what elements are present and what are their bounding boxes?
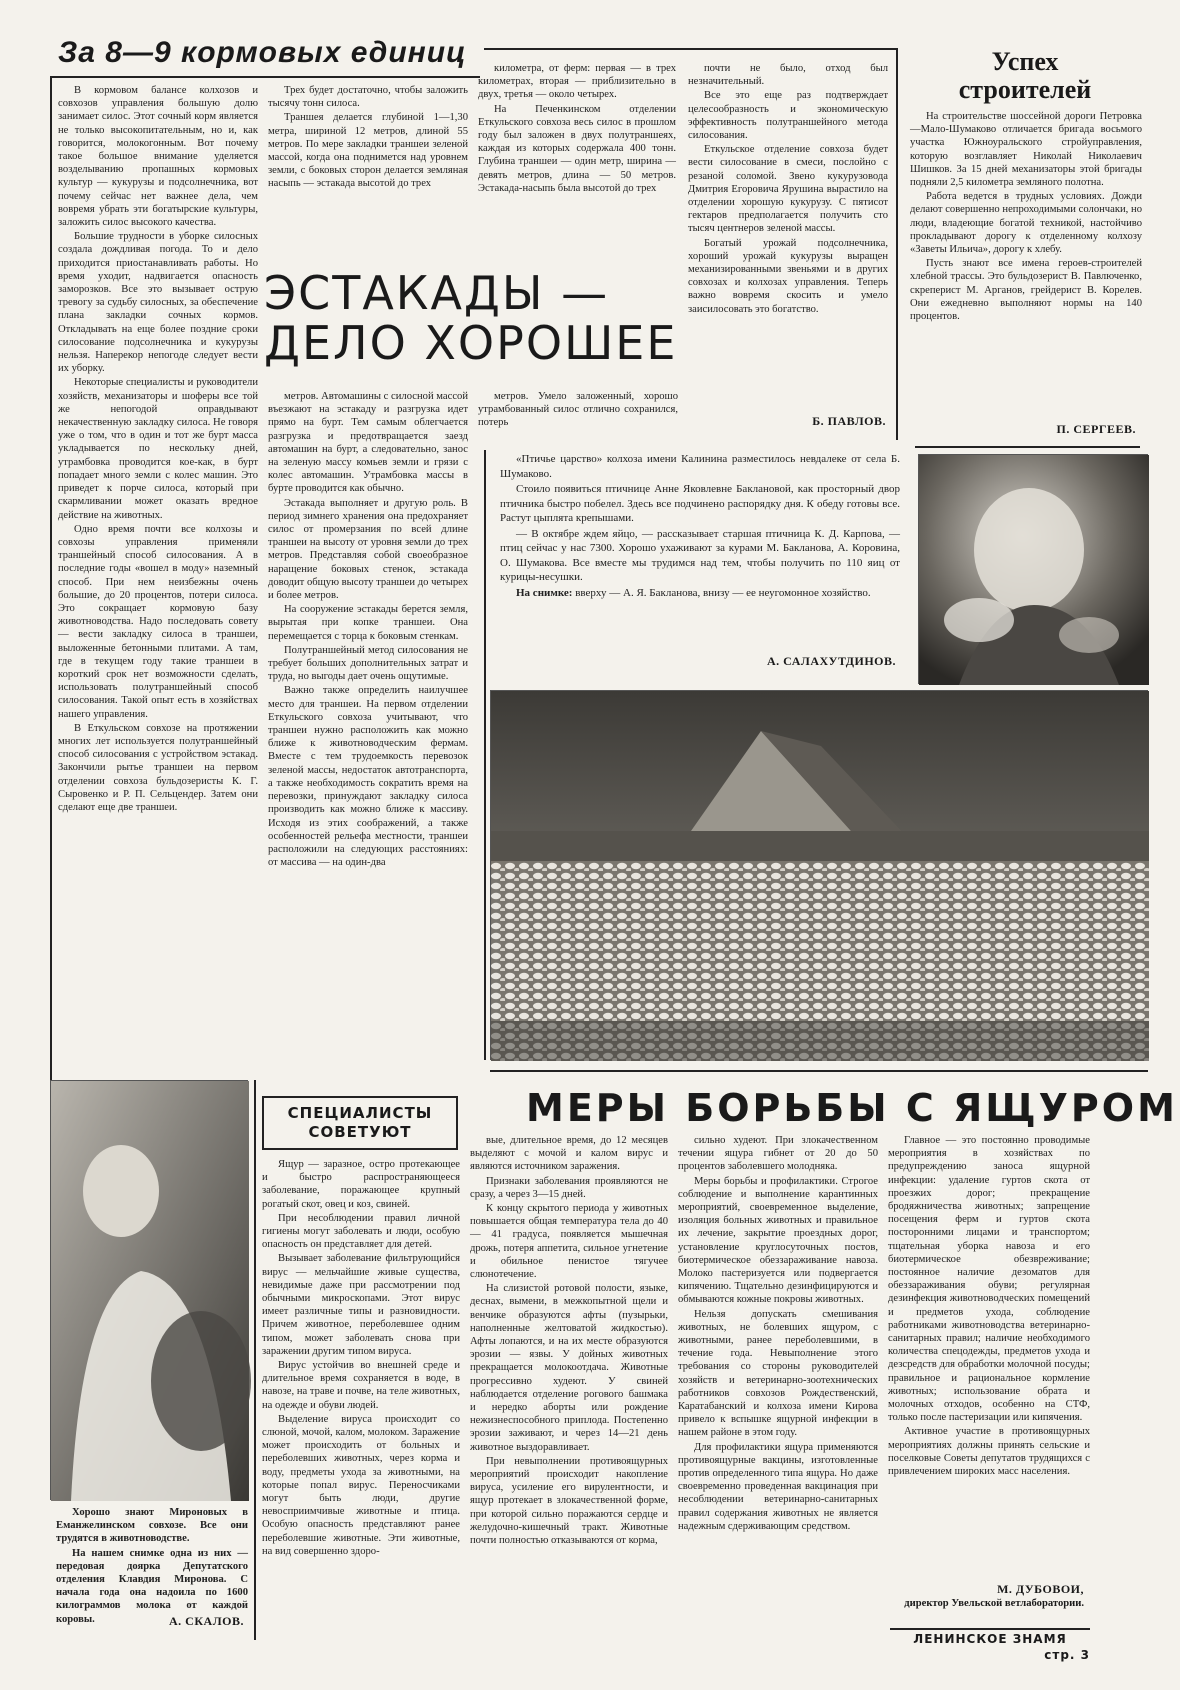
feed-col4-p4: Богатый урожай подсолнечника, хороший урожай кукурузы выращен механизированными звеньями и в других совхозах и колхозах управления. Теперь важно вовремя скосить и умело заисилосовать это богатство.: [688, 237, 888, 315]
feed-p1: В кормовом балансе колхозов и совхозов управления большую долю занимает силос. Этот сочный корм является не только высокопитательным, но и, как говорится, молокогонным. Вот почему такое большое внимание уделяется возделыванию пропашных кормовых культур — кукурузы и подсолнечника, вот почему сейчас нет важнее дела, чем вовремя убрать эти богатырские культуры, заложить силос высокого качества.: [58, 85, 258, 229]
feed-p5: В Еткульском совхозе на протяжении многих лет используется полутраншейный способ силосования с устройством эстакад. Закончили рытье траншеи на первом отделении совхоза бульдозеристы К. Г. Сыровенко и Р. П. Сельцендер. Затем они сделают еще две траншеи.: [58, 722, 258, 813]
birds-p3: — В октябре ждем яйцо, — рассказывает старшая птичница К. Д. Карпова, — птиц сейчас у нас 7300. Хорошо ухаживают за курами М. Бакланова, А. Коровина, О. Шумакова. Все вместе мы трудимся над тем, чтобы получить по 110 яиц от курицы-несушки.: [500, 527, 900, 583]
rubric-line1: СПЕЦИАЛИСТЫ: [287, 1104, 433, 1122]
yashur-col4-p1: Главное — это постоянно проводимые мероприятия в хозяйствах по предупреждению заноса ящурной инфекции: удаление гуртов скота от проезжих дорог; прекращение бродяжничества животных; запрещение посещения ферм и гуртов скота посторонними лицами и транспортом; тщательная уборка навоза и его биотермическое обезвреживание; постоянное наличие дезоматов для обеззараживания обуви; регулярная дезинфекция животноводческих помещений и предметов ухода, соблюдение работниками животноводства ветеринарно-санитарных правил; наличие необходимого количества спецодежды, предметов ухода и дезсредств для обработки молочной посуды; правильное и рациональное кормление животных; использование обрата и молочных отходов, особенно на СТФ, только после пастеризации или кипячения.: [888, 1135, 1090, 1424]
feed-p3: Некоторые специалисты и руководители хозяйств, механизаторы и шоферы все той же непогодой оправдывают некачественную закладку силоса. Не говоря уже о том, что в один и тот же бурт масса укладывается по нескольку дней, утрамбовка проводится кое-как, в бурт попадает много земли с колес машин. Это приведет к порче силоса, который при скармливании может оказать вредное действие на животных.: [58, 377, 258, 521]
poultry-worker-photo-image: [919, 455, 1149, 685]
estakady-col2-p3: На сооружение эстакады берется земля, вырытая при копке траншеи. Она перемещается с торца к боковым стенкам.: [268, 604, 468, 642]
estakady-col3-p1: метров. Умело заложенный, хорошо утрамбованный силос отлично сохранился, потерь: [478, 391, 678, 429]
yashur-col2-p3: К концу скрытого периода у животных повышается общая температура тела до 40 — 41 градуса, появляется мышечная дрожь, потеря аппетита, сильное угнетение и обильное пенистое тягучее слюнотечение.: [470, 1203, 668, 1281]
poultry-farm-photo-image: [491, 691, 1149, 1061]
feed-col2-p2: Траншея делается глубиной 1—1,30 метра, шириной 12 метров, длиной 55 метров. По мере закладки траншеи зеленой массой, когда она поднимется над уровнем земли, с боковых сторон делается земляная насыпь — эстакада высотой до трех: [268, 112, 468, 190]
yashur-col1: [262, 1158, 460, 1638]
estakady-col2-p1: метров. Автомашины с силосной массой въезжают на эстакаду и разгрузка идет прямо на бурт. Тем самым облегчается разгрузка и предотвращается заезд автомашин на бурт, а следовательно, занос на зеленую массу комьев земли и грязи с колес автомашин. Утрамбовка массы в бурте проводится как обычно.: [268, 391, 468, 495]
uspeh-headline-line1: Успех: [991, 47, 1059, 76]
poultry-worker-photo: [918, 454, 1148, 684]
feed-col3-p1: километра, от ферм: первая — в трех километрах, вторая — приблизительно в двух, третья — около четырех.: [478, 63, 676, 101]
estakady-col2-p2: Эстакада выполняет и другую роль. В период зимнего хранения она предохраняет силос от промерзания по всей длине траншеи на высоту от уровня земли до трех метров. Представляя собой своеобразное наращение боковых стенок, эстакада доводит общую высоту траншеи до четырех и более метров.: [268, 497, 468, 602]
estakady-col3: [478, 390, 678, 430]
yashur-signature: М. ДУБОВОИ,: [997, 1582, 1084, 1596]
milkmaid-p1: Хорошо знают Мироновых в Еманжелинском совхозе. Все они трудятся в животноводстве.: [56, 1507, 248, 1545]
birds-body: [500, 452, 900, 657]
feed-box-right-rule: [896, 48, 898, 440]
yashur-col1-p3: Вызывает заболевание фильтрующийся вирус — мельчайшие живые существа, невидимые даже при рассмотрении под обычными микроскопами. Этот вирус имеет различные типы и разновидности. Причем животное, переболевшее одним типом, может заболевать снова при заражении другим типом вируса.: [262, 1253, 460, 1357]
yashur-col2-p4: На слизистой ротовой полости, языке, деснах, вымени, в межкопытной щели и венчике образуются афты (пузырьки, наполненные желтоватой жидкостью). Афты лопаются, и на их месте образуются эрозии — язвы. У дойных животных прекращается молокоотдача. Животные прогрессивно худеют. У свиней наблюдается отделение рогового башмака и нередко аборты или рождение нежизнеспособного приплода. Постепенно эрозии заживают, и через 14—21 день животное выздоравливает.: [470, 1283, 668, 1453]
feed-col4-p1: почти не было, отход был незначительный.: [688, 63, 888, 88]
uspeh-signature: П. СЕРГЕЕВ.: [1056, 422, 1136, 436]
uspeh-headline-line2: строителей: [958, 75, 1092, 104]
birds-caption-label: На снимке:: [516, 586, 573, 599]
birds-signature: А. САЛАХУТДИНОВ.: [767, 654, 896, 668]
yashur-col3: [678, 1134, 878, 1638]
feed-article-col4: [688, 62, 888, 412]
section-separator: [490, 1070, 1148, 1072]
yashur-left-rule: [254, 1080, 256, 1640]
yashur-col1-p5: Выделение вируса происходит со слюной, мочой, калом, молоком. Заражение может происходить от больных и переболевших животных, через корма и воду, предметы ухода за животными, на которые попал вирус. Переносчиками могут быть люди, другие невосприимчивые животные и птица. Особую опасность представляют ранее переболевшие животные. Эти животные, на вид совершенно здоро-: [262, 1413, 460, 1557]
feed-col3-p2: На Печенкинском отделении Еткульского совхоза весь силос в прошлом году был заложен в двух полутраншеях, каждая из которых содержала 400 тонн. Глубина траншеи — один метр, ширина — девять метров, длина — 50 метров. Эстакада-насыпь была высотой до трех: [478, 103, 676, 194]
yashur-col3-p2: Меры борьбы и профилактики. Строгое соблюдение и выполнение карантинных мероприятий, своевременное выделение, изоляция больных животных и правильное их лечение, закрытие проездных дорог, установление круглосуточных постов, биотермическое обеззараживание навоза. Молоко пастеризуется или подвергается кипячению. Тщательно дезинфицируются и обмываются кожные покровы животных.: [678, 1175, 878, 1306]
feed-p2: Большие трудности в уборке силосных создала дождливая погода. То и дело приходится приостанавливать работы. Но время уходит, надвигается опасность заморозков. Все это вызывает острую тревогу за судьбу силосных, за обеспечение плана закладки сочных кормов. Откладывать на еще более поздние сроки силосование подсолнечника и кукурузы нельзя. Наперекор непогоде следует вести их уборку.: [58, 231, 258, 375]
yashur-col3-p3: Нельзя допускать смешивания животных, не болевших ящуром, с животными, ранее переболевшими, в течение года. Невыполнение этого требования со стороны руководителей хозяйств и ветеринарно-зоотехнических работников совхозов Рождественский, Каратабанский и колхоза имени Кирова привело к вспышке ящурной инфекции в нашем районе в этом году.: [678, 1308, 878, 1439]
feed-col4-p2: Все это еще раз подтверждает целесообразность и экономическую эффективность полутраншейного метода силосования.: [688, 90, 888, 142]
birds-left-rule: [484, 450, 486, 1060]
birds-p2: Стоило появиться птичнице Анне Яковлевне Баклановой, как просторный двор птичника быстро побелел. Здесь все подчинено распорядку дня. К обеду готовы все. Растут цыплята крепышами.: [500, 483, 900, 524]
feed-article-col2-top: [268, 84, 468, 274]
estakady-headline-line2: ДЕЛО ХОРОШЕЕ: [264, 316, 678, 370]
yashur-col3-p4: Для профилактики ящура применяются противоящурные вакцины, изготовленные против определенного типа ящура. Но даже своевременно проведенная вакцинация при несоблюдении ветеринарно-санитарных правил содержания животных не является надежным сдерживающим средством.: [678, 1441, 878, 1532]
feed-col2-p1: Трех будет достаточно, чтобы заложить тысячу тонн силоса.: [268, 85, 468, 110]
feed-article-headline: За 8—9 кормовых единиц: [58, 36, 467, 69]
estakady-headline: [264, 268, 684, 368]
feed-article-col3-top: [478, 62, 676, 272]
poultry-farm-photo: [490, 690, 1148, 1060]
uspeh-p3: Пусть знают все имена героев-строителей хлебной трассы. Это бульдозерист В. Павлюченко, скреперист М. Арганов, грейдерист В. Корелев. Они ежедневно выполняют нормы на 140 процентов.: [910, 258, 1142, 323]
yashur-col1-p4: Вирус устойчив во внешней среде и длительное время сохраняется в воде, в навозе, на траве и почве, на теле животных, на одежде и обуви людей.: [262, 1360, 460, 1411]
yashur-col1-p2: При несоблюдении правил личной гигиены могут заболевать и люди, особую опасность он представляет для детей.: [262, 1212, 460, 1251]
yashur-col1-p1: Ящур — заразное, остро протекающее и быстро распространяющееся заболевание, поражающее крупный рогатый скот, овец и коз, свиней.: [262, 1159, 460, 1210]
headline-underline: [50, 76, 480, 78]
milkmaid-photo: [50, 1080, 248, 1500]
feed-col4-p3: Еткульское отделение совхоза будет вести силосование в смеси, послойно с резаной соломой. Звено кукурузовода Дмитрия Егоровича Ярушина вырастило на отделении хорошую кукурузу. С пятисот гектаров предполагается получить сто тысяч центнеров зеленой массы.: [688, 144, 888, 235]
estakady-col2-p5: Важно также определить наилучшее место для траншеи. На первом отделении Еткульского совхоза учитывают, что траншеи нужно расположить как можно ближе к животноводческим фермам. Вместе с тем трудоемкость перевозок зеленой массы, недостаток автотранспорта, а также необходимость сократить время на перевозки, принуждают закладку силоса производить как можно ближе к массиву. Исходя из этих соображений, а также особенностей рельефа местности, траншеи расположили на следующих расстояниях: от массива — на один-два: [268, 685, 468, 869]
feed-box-top-rule: [484, 48, 898, 50]
yashur-col2: [470, 1134, 668, 1638]
yashur-col2-p1: вые, длительное время, до 12 месяцев выделяют с мочой и калом вирус и являются источником заражения.: [470, 1135, 668, 1173]
uspeh-bottom-rule: [915, 446, 1140, 448]
birds-p1: «Птичье царство» колхоза имени Калинина разместилось невдалеке от села Б. Шумаково.: [500, 453, 900, 480]
yashur-col2-p5: При невыполнении противоящурных мероприятий происходит накопление вируса, усиление его вирулентности, и ящур протекает в злокачественной форме, при которой сильно поражаются сердце и желудочно-кишечный тракт. Животные почти полностью отказываются от корма,: [470, 1455, 668, 1547]
yashur-signature-title: директор Увельской ветлаборатории.: [904, 1598, 1084, 1609]
milkmaid-photo-image: [51, 1081, 249, 1501]
yashur-col3-p1: сильно худеют. При злокачественном течении ящура гибнет от 20 до 50 процентов заболевшего молодняка.: [678, 1135, 878, 1173]
uspeh-p2: Работа ведется в трудных условиях. Дожди делают совершенно непроходимыми солончаки, но люди, владеющие богатой техникой, настойчиво прокладывают дорогу к отделенному колхозу «Заветы Ильича», дорогу к хлебу.: [910, 191, 1142, 256]
uspeh-p1: На строительстве шоссейной дороги Петровка—Мало-Шумаково отличается бригада восьмого участка Южноуральского стройуправления, которую возглавляет Николай Николаевич Шишков. За 15 дней механизаторы этой бригады подняли 2,5 километра земляного полотна.: [910, 111, 1142, 189]
estakady-headline-line1: ЭСТАКАДЫ —: [264, 266, 610, 320]
yashur-col4: [888, 1134, 1090, 1580]
feed-article-signature: Б. ПАВЛОВ.: [812, 414, 886, 428]
uspeh-body: [910, 110, 1142, 420]
feed-p4: Одно время почти все колхозы и совхозы управления применяли траншейный способ силосования. А в последние годы «вошел в моду» наземный способ. При нем неизбежны очень большие, до 20 процентов, потери силоса. Это сокращает кормовую базу животноводства. Надо последовать совету — вести закладку силоса в траншеи, выложенные бетонными плитами. А там, где в текущем году такие траншеи в короткий срок нет возможности сделать, использовать полутраншейный способ силосования. Такой опыт есть в хозяйствах нашего управления.: [58, 523, 258, 720]
yashur-col4-p2: Активное участие в противоящурных мероприятиях должны принять сельские и поселковые Советы депутатов трудящихся с привлечением широких масс населения.: [888, 1426, 1090, 1478]
estakady-col2: [268, 390, 468, 1080]
estakady-col2-p4: Полутраншейный метод силосования не требует больших дополнительных затрат и труда, но выгоды дает очень ощутимые.: [268, 644, 468, 683]
birds-caption-text: вверху — А. Я. Бакланова, внизу — ее неугомонное хозяйство.: [572, 586, 871, 599]
yashur-headline: МЕРЫ БОРЬБЫ С ЯЩУРОМ: [526, 1086, 1178, 1130]
specialists-advise-rubric: [262, 1096, 458, 1150]
rubric-line2: СОВЕТУЮТ: [308, 1123, 412, 1141]
uspeh-headline: [905, 48, 1145, 104]
feed-article-col1: [58, 84, 258, 1074]
page-number: стр. 3: [1044, 1648, 1090, 1662]
newspaper-name: ЛЕНИНСКОЕ ЗНАМЯ: [913, 1632, 1067, 1646]
footer-rule-top: [890, 1628, 1090, 1630]
milkmaid-p2: На нашем снимке одна из них — передовая доярка Депутатского отделения Клавдия Миронова. С начала года она надоила по 1600 килограммов молока от каждой коровы.: [56, 1547, 248, 1625]
milkmaid-signature: А. СКАЛОВ.: [169, 1614, 244, 1628]
birds-caption: [500, 586, 900, 601]
feed-box-left-rule: [50, 78, 52, 1088]
yashur-col2-p2: Признаки заболевания проявляются не сразу, а через 3—15 дней.: [470, 1175, 668, 1200]
